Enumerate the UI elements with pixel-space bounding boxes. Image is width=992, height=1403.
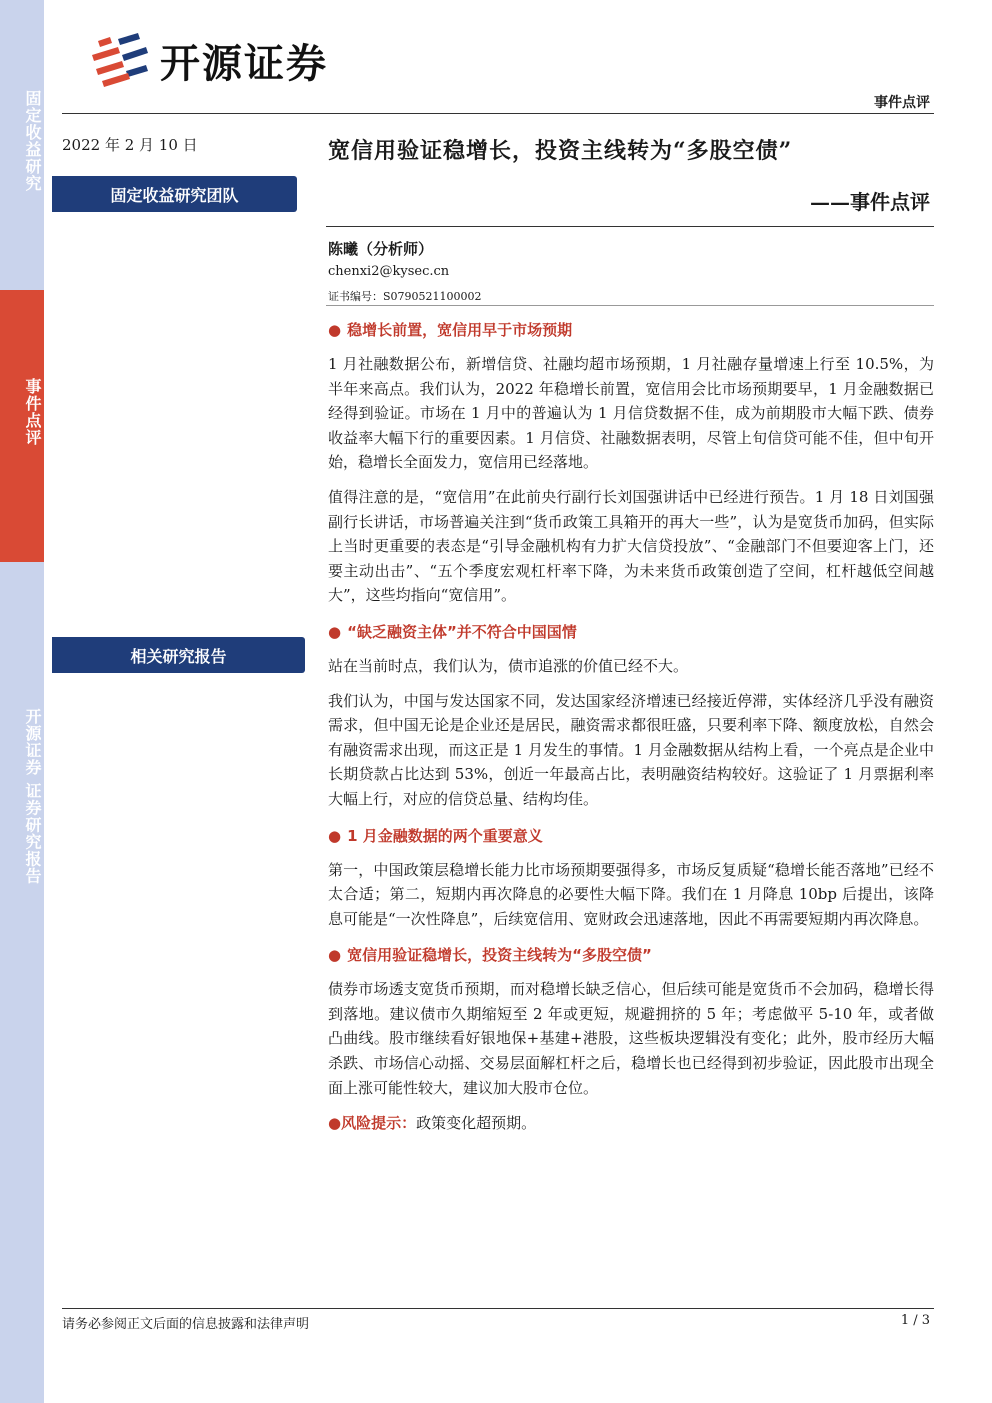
doc-type-label: 事件点评: [874, 95, 930, 111]
report-title: 宽信用验证稳增长，投资主线转为“多股空债”: [328, 138, 793, 164]
report-subtitle: ——事件点评: [810, 190, 930, 214]
paragraph: 站在当前时点，我们认为，债市追涨的价值已经不大。: [328, 656, 689, 675]
company-logo: [88, 30, 328, 90]
paragraph: 我们认为，中国与发达国家不同，发达国家经济增速已经接近停滞，实体经济几乎没有融资需求，但中国无论是企业还是居民，融资需求都很旺盛，只要利率下降、额度放松，自然会有融资需求出现，而这正是 1 月发生的事情。1 月金融数据从结构上看，一个亮点是企业中长期贷款占比达到 53%，创近一年最高占比，表明融资结构较好。这验证了 1 月票据利率大幅上行，对应的信贷总量、结构均佳。: [328, 691, 934, 808]
paragraph: 1 月社融数据公布，新增信贷、社融均超市场预期，1 月社融存量增速上行至 10.5%，为半年来高点。我们认为，2022 年稳增长前置，宽信用会比市场预期要早，1 月金融数据已经得到验证。市场在 1 月中的普遍认为 1 月信贷数据不佳，成为前期股市大幅下跌、债券收益率大幅下行的重要因素。1 月信贷、社融数据表明，尽管上旬信贷可能不佳，但中旬开始，稳增长全面发力，宽信用已经落地。: [328, 355, 934, 472]
paragraph: 值得注意的是，“宽信用”在此前央行副行长刘国强讲话中已经进行预告。1 月 18 日刘国强副行长讲话，市场普遍关注到“货币政策工具箱开的再大一些”，认为是宽货币加码，但实际上当时更重要的表态是“引导金融机构有力扩大信贷投放”、“金融部门不但要迎客上门，还要主动出击”、“五个季度宏观杠杆率下降，为未来货币政策创造了空间，杠杆越低空间越大”，这些均指向“宽信用”。: [328, 487, 934, 605]
report-date: 2022 年 2 月 10 日: [62, 136, 198, 154]
footer-disclaimer: 请务必参阅正文后面的信息披露和法律声明: [62, 1317, 310, 1332]
analyst-certificate: 证书编号：S0790521100002: [328, 290, 482, 303]
bullet-icon: ●: [328, 946, 342, 965]
report-body: [328, 316, 934, 1136]
risk-text: 政策变化超预期。: [416, 1114, 537, 1133]
logo-mark-icon: [88, 33, 150, 87]
side-label-brand: 开源证券 证券研究报告: [23, 708, 42, 885]
footer-divider: [62, 1308, 934, 1309]
side-label-category: 固定收益研究: [23, 90, 42, 192]
bullet-icon: ●: [328, 622, 342, 641]
side-label-doctype: 事件点评: [23, 378, 42, 446]
title-divider: [326, 226, 934, 227]
analyst-name: 陈曦（分析师）: [328, 240, 434, 258]
page-number: 1 / 3: [900, 1313, 930, 1328]
section-heading: ● 1 月金融数据的两个重要意义: [328, 826, 543, 845]
analyst-divider: [326, 305, 934, 306]
bullet-icon: ●: [328, 321, 342, 339]
risk-label: 风险提示：: [341, 1114, 417, 1133]
team-banner: 固定收益研究团队: [52, 176, 297, 212]
paragraph: 债券市场透支宽货币预期，而对稳增长缺乏信心，但后续可能是宽货币不会加码，稳增长得到落地。建议债市久期缩短至 2 年或更短，规避拥挤的 5 年；考虑做平 5-10 年，或者做凸曲线。股市继续看好银地保+基建+港股，这些板块逻辑没有变化；此外，股市经历大幅杀跌、市场信心动摇、交易层面解杠杆之后，稳增长也已经得到初步验证，因此股市出现全面上涨可能性较大，建议加大股市仓位。: [328, 980, 934, 1097]
paragraph: 第一，中国政策层稳增长能力比市场预期要强得多，市场反复质疑“稳增长能否落地”已经不太合适；第二，短期内再次降息的必要性大幅下降。我们在 1 月降息 10bp 后提出，该降息可能是“一次性降息”，后续宽信用、宽财政会迅速落地，因此不再需要短期内再次降息。: [328, 860, 934, 928]
section-heading: ● 宽信用验证稳增长，投资主线转为“多股空债”: [328, 946, 652, 965]
side-band: [0, 0, 44, 1403]
section-heading: ● “缺乏融资主体”并不符合中国国情: [328, 622, 577, 641]
bullet-icon: ●: [328, 1114, 342, 1133]
related-reports-banner: 相关研究报告: [52, 637, 305, 673]
bullet-icon: ●: [328, 826, 342, 845]
brand-name: 开源证券: [160, 40, 328, 87]
section-heading: ● 稳增长前置，宽信用早于市场预期: [328, 321, 573, 339]
header-divider: [62, 113, 934, 114]
risk-note: [328, 1110, 934, 1136]
analyst-email: chenxi2@kysec.cn: [328, 264, 450, 279]
